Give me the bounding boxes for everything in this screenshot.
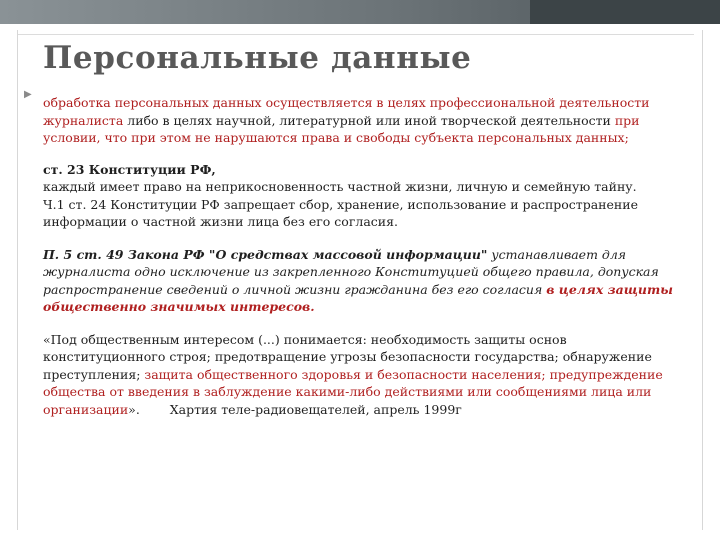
text-normal: ».	[128, 401, 140, 417]
paragraph-media-law	[43, 246, 675, 316]
slide-content	[43, 94, 675, 418]
text-normal: либо в целях научной, литературной или иной творческой деятельности	[123, 112, 615, 128]
paragraph-charter-quote	[43, 331, 675, 419]
bullet-marker-icon: ▶	[24, 89, 32, 100]
paragraph-personal-data	[43, 94, 675, 147]
text-normal: устанавливает для журналиста одно исключение из закрепленного Конституцией общего правила, допуская распространение сведений о личной жизни гражданина без его согласия	[43, 246, 659, 297]
paragraph-constitution	[43, 161, 675, 231]
title-divider	[18, 34, 694, 35]
law-reference: П. 5 ст. 49 Закона РФ "О средствах массовой информации"	[43, 246, 488, 262]
constitution-text-2: Ч.1 ст. 24 Конституции РФ запрещает сбор, хранение, использование и распространение информации о частной жизни лица без его согласия.	[43, 196, 638, 229]
text-highlight: при условии, что при этом не нарушаются права и свободы субъекта персональных данных;	[43, 112, 640, 145]
text-normal: «Под общественным интересом (...) понимается: необходимость защиты основ конституционного строя; предотвращение угрозы безопасности государства; обнаружение преступления;	[43, 331, 652, 382]
slide-right-border	[702, 30, 703, 530]
constitution-text-1: каждый имеет право на неприкосновенность частной жизни, личную и семейную тайну.	[43, 179, 637, 194]
text-highlight: защита общественного здоровья и безопасности населения; предупреждение общества от введения в заблуждение какими-либо действиями или сообщениями лица или организации	[43, 366, 663, 417]
top-bar-accent	[530, 0, 720, 24]
slide-left-border	[17, 30, 18, 530]
constitution-heading: ст. 23 Конституции РФ,	[43, 161, 216, 177]
text-highlight: обработка персональных данных осуществляется в целях профессиональной деятельности журналиста	[43, 95, 650, 128]
slide-title: Персональные данные	[43, 40, 472, 76]
charter-source: Хартия теле-радиовещателей, апрель 1999г	[169, 401, 462, 417]
text-highlight: в целях защиты общественно значимых интересов.	[43, 281, 673, 314]
